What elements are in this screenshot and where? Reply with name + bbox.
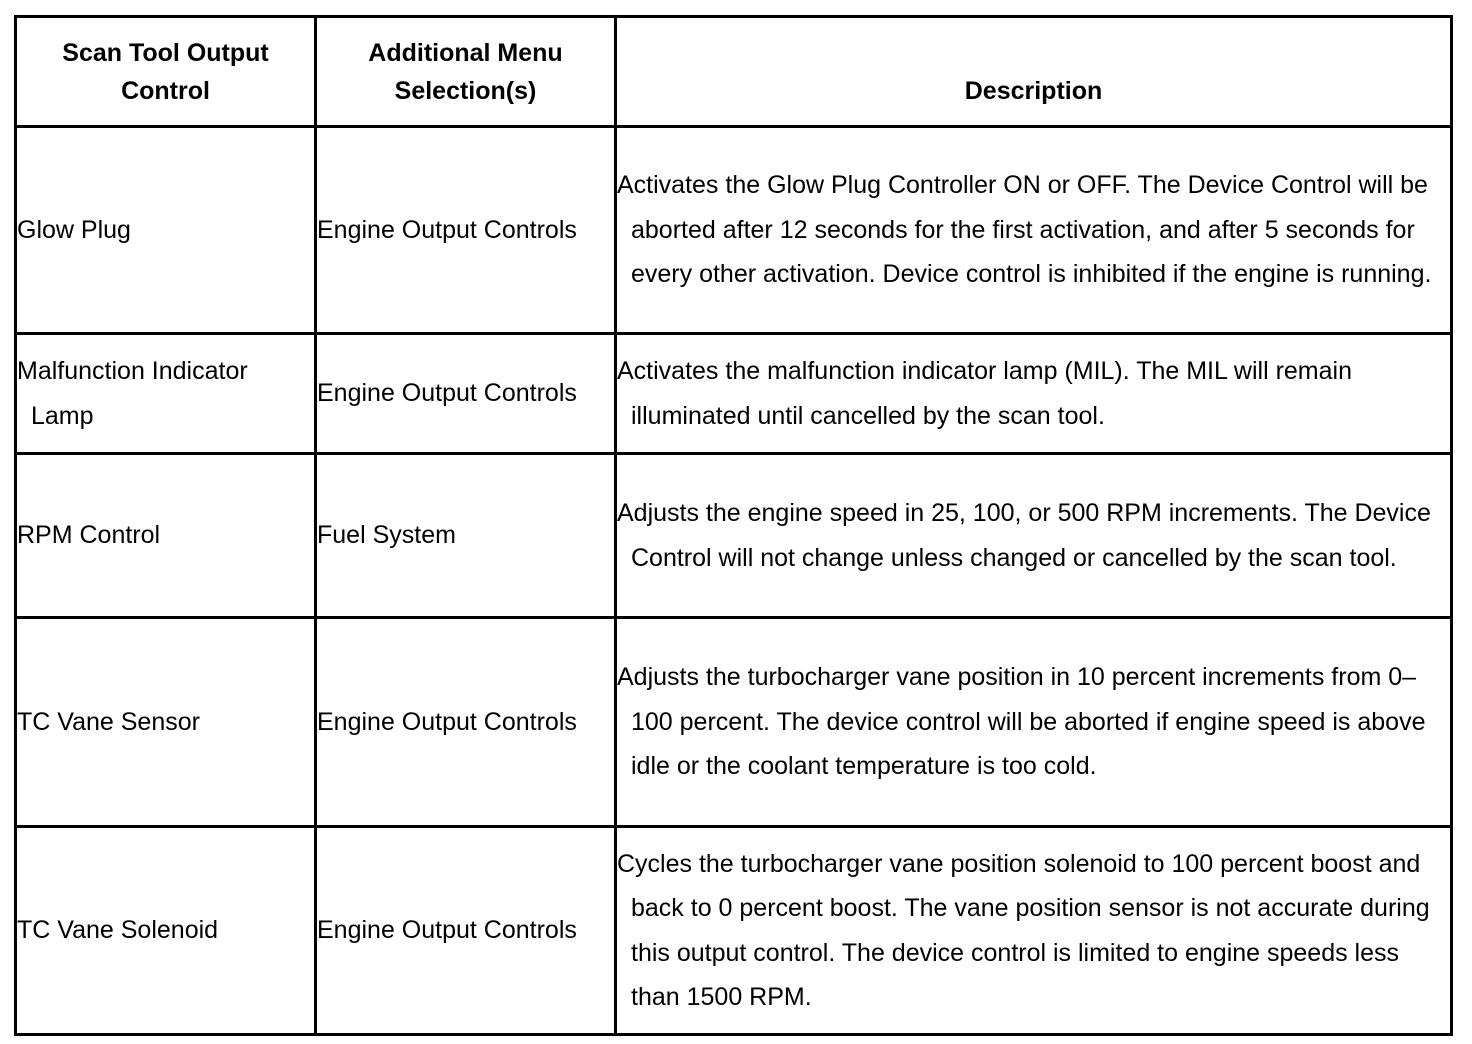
menu-text: Engine Output Controls	[317, 916, 577, 945]
cell-description	[616, 127, 1452, 334]
cell-description	[616, 334, 1452, 454]
control-text: Glow Plug	[17, 215, 131, 244]
header-additional-menu-selections: Additional Menu Selection(s)	[316, 17, 616, 127]
cell-control	[16, 827, 316, 1035]
description-text: Activates the Glow Plug Controller ON or OFF. The Device Control will be aborted after 12 seconds for the first activation, and after 5 seconds for every other activation. Device control is inhibited if the engine is running.	[617, 171, 1432, 289]
menu-text: Engine Output Controls	[317, 215, 577, 244]
control-text: TC Vane Sensor	[17, 707, 200, 736]
table-row	[16, 127, 1452, 334]
cell-description	[616, 618, 1452, 827]
table-row	[16, 618, 1452, 827]
menu-text: Engine Output Controls	[317, 379, 577, 408]
table-row	[16, 454, 1452, 618]
cell-description	[616, 827, 1452, 1035]
table-row	[16, 334, 1452, 454]
description-text: Cycles the turbocharger vane position solenoid to 100 percent boost and back to 0 percent boost. The vane position sensor is not accurate during this output control. The device control is limited to engine speeds less than 1500 RPM.	[617, 849, 1430, 1011]
cell-menu	[316, 334, 616, 454]
cell-control	[16, 618, 316, 827]
control-text: RPM Control	[17, 521, 161, 550]
cell-control	[16, 454, 316, 618]
control-text: TC Vane Solenoid	[17, 916, 219, 945]
description-text: Adjusts the engine speed in 25, 100, or 500 RPM increments. The Device Control will not change unless changed or cancelled by the scan tool.	[617, 499, 1431, 572]
cell-menu	[316, 827, 616, 1035]
menu-text: Engine Output Controls	[317, 707, 577, 736]
table-body	[16, 127, 1452, 1035]
description-text: Adjusts the turbocharger vane position in 10 percent increments from 0–100 percent. The device control will be aborted if engine speed is above idle or the coolant temperature is too cold.	[617, 663, 1426, 781]
header-scan-tool-output-control: Scan Tool Output Control	[16, 17, 316, 127]
header-description: Description	[616, 17, 1452, 127]
cell-menu	[316, 618, 616, 827]
cell-menu	[316, 127, 616, 334]
menu-text: Fuel System	[317, 521, 456, 550]
description-text: Activates the malfunction indicator lamp (MIL). The MIL will remain illuminated until cancelled by the scan tool.	[617, 357, 1352, 430]
cell-menu	[316, 454, 616, 618]
cell-description	[616, 454, 1452, 618]
header-row	[16, 17, 1452, 127]
table-row	[16, 827, 1452, 1035]
cell-control	[16, 334, 316, 454]
table-header	[16, 17, 1452, 127]
cell-control	[16, 127, 316, 334]
control-text: Malfunction Indicator Lamp	[17, 357, 248, 430]
output-controls-table	[14, 15, 1453, 1036]
